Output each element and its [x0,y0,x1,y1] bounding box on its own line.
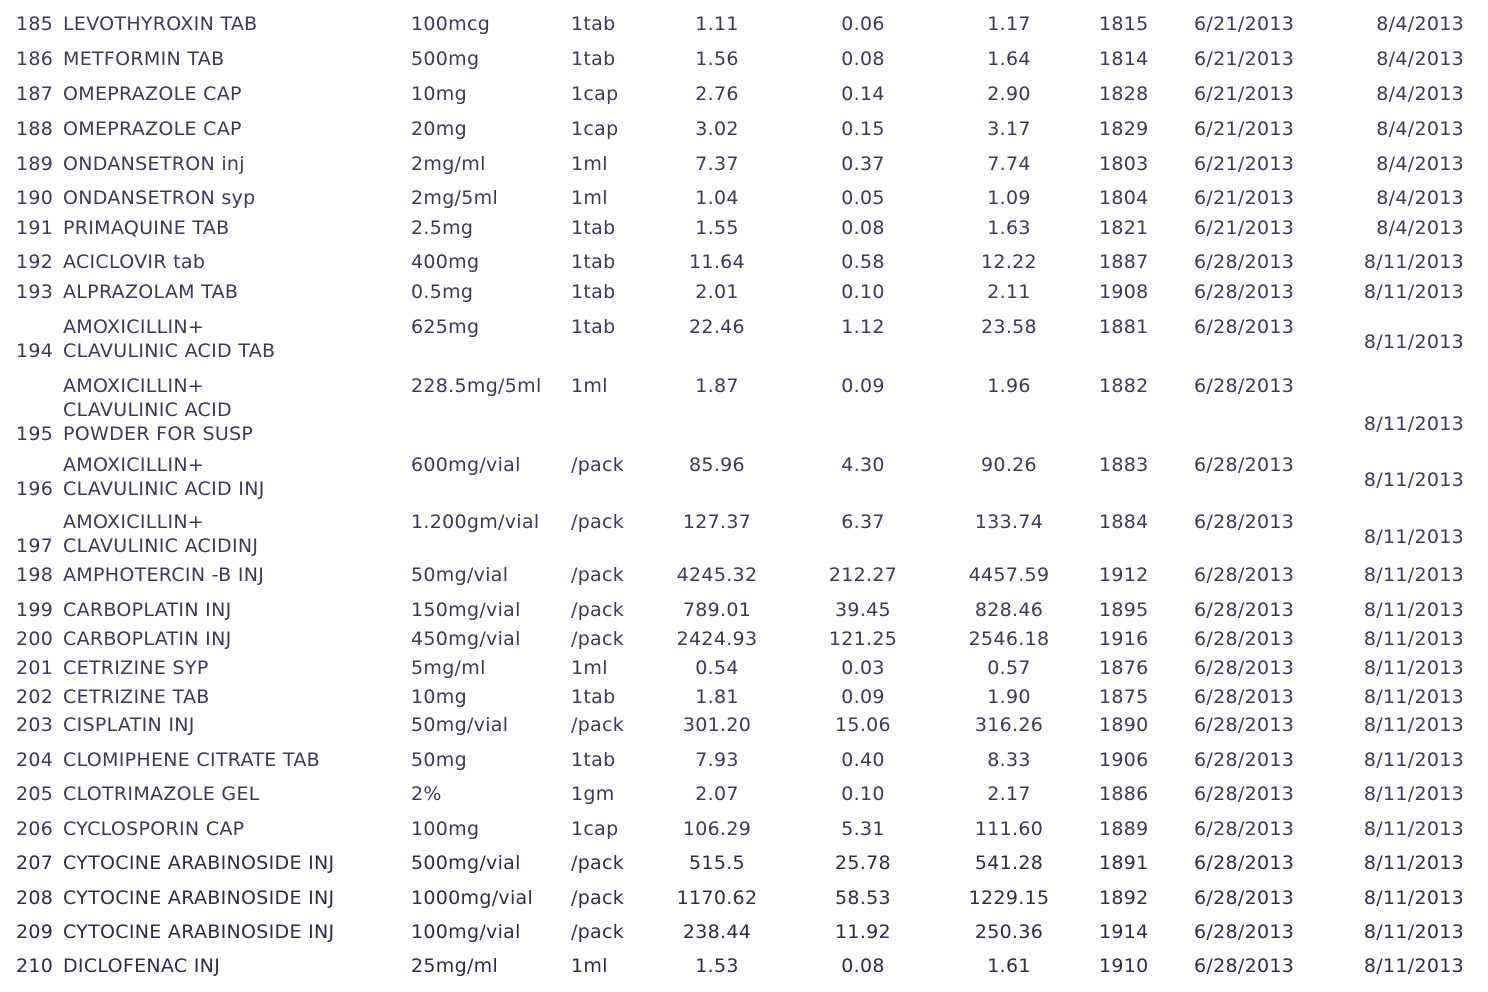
unit: 1tab [571,13,616,35]
strength: 500mg [411,48,480,70]
unit: /pack [571,887,625,909]
drug-name [63,713,195,737]
item-code: 1914 [1099,921,1149,943]
tax-value: 0.08 [841,217,885,239]
price-value: 4245.32 [676,564,758,586]
start-date: 6/28/2013 [1194,657,1295,679]
end-date: 8/11/2013 [1363,818,1464,840]
row-number: 192 [16,251,54,273]
price-value: 1.11 [695,13,739,35]
end-date: 8/4/2013 [1376,187,1464,209]
total-value: 7.74 [987,153,1031,175]
drug-name [63,510,258,558]
price-value: 1.55 [695,217,739,239]
strength: 10mg [411,83,467,105]
start-date: 6/21/2013 [1194,83,1295,105]
unit: 1ml [571,955,608,977]
strength: 50mg/vial [411,564,509,586]
drug-name-line: CARBOPLATIN INJ [63,628,232,650]
item-code: 1883 [1099,454,1149,476]
unit: 1ml [571,153,608,175]
start-date: 6/28/2013 [1194,454,1295,476]
drug-name-line: AMOXICILLIN+ [63,375,205,397]
tax-value: 25.78 [835,852,891,874]
price-value: 3.02 [695,118,739,140]
row-number: 185 [16,13,54,35]
strength: 150mg/vial [411,599,521,621]
drug-name [63,685,210,709]
end-date: 8/11/2013 [1363,331,1464,353]
tax-value: 0.08 [841,955,885,977]
drug-name [63,374,253,446]
strength: 228.5mg/5ml [411,375,542,397]
strength: 100mg/vial [411,921,521,943]
strength: 2.5mg [411,217,474,239]
item-code: 1882 [1099,375,1149,397]
unit: /pack [571,564,625,586]
tax-value: 0.40 [841,749,885,771]
total-value: 2.17 [987,783,1031,805]
item-code: 1876 [1099,657,1149,679]
strength: 625mg [411,316,480,338]
end-date: 8/11/2013 [1363,564,1464,586]
row-number: 188 [16,118,54,140]
end-date: 8/4/2013 [1376,153,1464,175]
row-number: 186 [16,48,54,70]
unit: /pack [571,599,625,621]
start-date: 6/28/2013 [1194,316,1295,338]
item-code: 1895 [1099,599,1149,621]
strength: 500mg/vial [411,852,521,874]
strength: 25mg/ml [411,955,499,977]
end-date: 8/11/2013 [1363,657,1464,679]
end-date: 8/11/2013 [1363,526,1464,548]
tax-value: 0.05 [841,187,885,209]
tax-value: 0.09 [841,686,885,708]
total-value: 1.96 [987,375,1031,397]
row-number: 203 [16,714,54,736]
drug-name-line: METFORMIN TAB [63,48,225,70]
drug-name [63,748,320,772]
end-date: 8/11/2013 [1363,599,1464,621]
start-date: 6/28/2013 [1194,628,1295,650]
drug-name-line: CLAVULINIC ACID TAB [63,340,276,362]
end-date: 8/11/2013 [1363,469,1464,491]
drug-name [63,954,220,978]
item-code: 1916 [1099,628,1149,650]
drug-name [63,280,238,304]
total-value: 0.57 [987,657,1031,679]
total-value: 1229.15 [968,887,1050,909]
total-value: 250.36 [974,921,1044,943]
item-code: 1887 [1099,251,1149,273]
row-number: 206 [16,818,54,840]
drug-name [63,598,232,622]
end-date: 8/11/2013 [1363,921,1464,943]
price-value: 127.37 [682,511,752,533]
start-date: 6/21/2013 [1194,48,1295,70]
total-value: 1.90 [987,686,1031,708]
drug-name-line: CLOMIPHENE CITRATE TAB [63,749,320,771]
price-value: 2424.93 [676,628,758,650]
drug-name [63,886,334,910]
end-date: 8/11/2013 [1363,628,1464,650]
tax-value: 0.06 [841,13,885,35]
row-number: 190 [16,187,54,209]
drug-name [63,186,255,210]
tax-value: 4.30 [841,454,885,476]
tax-value: 0.09 [841,375,885,397]
total-value: 1.17 [987,13,1031,35]
strength: 5mg/ml [411,657,486,679]
row-number: 195 [16,423,54,445]
row-number: 208 [16,887,54,909]
tax-value: 6.37 [841,511,885,533]
unit: /pack [571,628,625,650]
row-number: 205 [16,783,54,805]
item-code: 1891 [1099,852,1149,874]
price-value: 1.53 [695,955,739,977]
total-value: 1.09 [987,187,1031,209]
drug-name [63,817,244,841]
end-date: 8/11/2013 [1363,955,1464,977]
row-number: 189 [16,153,54,175]
price-value: 1.04 [695,187,739,209]
total-value: 1.61 [987,955,1031,977]
price-value: 301.20 [682,714,752,736]
total-value: 8.33 [987,749,1031,771]
price-value: 1170.62 [676,887,758,909]
tax-value: 0.08 [841,48,885,70]
start-date: 6/28/2013 [1194,749,1295,771]
drug-name [63,627,232,651]
row-number: 210 [16,955,54,977]
tax-value: 5.31 [841,818,885,840]
unit: 1ml [571,187,608,209]
drug-name-line: OMEPRAZOLE CAP [63,83,242,105]
drug-name [63,782,260,806]
total-value: 541.28 [974,852,1044,874]
total-value: 828.46 [974,599,1044,621]
strength: 2mg/5ml [411,187,499,209]
strength: 400mg [411,251,480,273]
drug-name-line: AMOXICILLIN+ [63,511,205,533]
item-code: 1803 [1099,153,1149,175]
strength: 10mg [411,686,467,708]
price-value: 789.01 [682,599,752,621]
row-number: 200 [16,628,54,650]
drug-name [63,117,242,141]
drug-name-line: CETRIZINE SYP [63,657,209,679]
row-number: 207 [16,852,54,874]
row-number: 193 [16,281,54,303]
drug-name-line: CYTOCINE ARABINOSIDE INJ [63,887,335,909]
start-date: 6/21/2013 [1194,187,1295,209]
price-value: 1.56 [695,48,739,70]
unit: 1tab [571,316,616,338]
end-date: 8/11/2013 [1363,251,1464,273]
strength: 100mg [411,818,480,840]
tax-value: 1.12 [841,316,885,338]
item-code: 1828 [1099,83,1149,105]
item-code: 1821 [1099,217,1149,239]
item-code: 1829 [1099,118,1149,140]
item-code: 1889 [1099,818,1149,840]
end-date: 8/4/2013 [1376,118,1464,140]
unit: 1tab [571,281,616,303]
tax-value: 121.25 [828,628,898,650]
start-date: 6/21/2013 [1194,217,1295,239]
end-date: 8/11/2013 [1363,714,1464,736]
tax-value: 58.53 [835,887,891,909]
drug-name [63,12,257,36]
strength: 1.200gm/vial [411,511,540,533]
start-date: 6/21/2013 [1194,118,1295,140]
strength: 50mg [411,749,467,771]
drug-name [63,216,229,240]
start-date: 6/28/2013 [1194,599,1295,621]
end-date: 8/11/2013 [1363,749,1464,771]
row-number: 199 [16,599,54,621]
total-value: 2.11 [987,281,1031,303]
total-value: 1.63 [987,217,1031,239]
drug-name-line: CLAVULINIC ACID [63,399,232,421]
drug-name [63,656,209,680]
item-code: 1815 [1099,13,1149,35]
tax-value: 0.10 [841,783,885,805]
end-date: 8/11/2013 [1363,887,1464,909]
strength: 2% [411,783,442,805]
drug-name-line: ONDANSETRON inj [63,153,245,175]
unit: 1tab [571,686,616,708]
drug-name-line: ACICLOVIR tab [63,251,206,273]
tax-value: 0.15 [841,118,885,140]
item-code: 1875 [1099,686,1149,708]
drug-name-line: CISPLATIN INJ [63,714,195,736]
start-date: 6/28/2013 [1194,375,1295,397]
price-value: 85.96 [689,454,745,476]
total-value: 23.58 [981,316,1037,338]
start-date: 6/28/2013 [1194,251,1295,273]
unit: 1ml [571,657,608,679]
row-number: 187 [16,83,54,105]
drug-name-line: LEVOTHYROXIN TAB [63,13,258,35]
drug-name [63,152,245,176]
total-value: 111.60 [974,818,1044,840]
row-number: 202 [16,686,54,708]
end-date: 8/4/2013 [1376,13,1464,35]
item-code: 1908 [1099,281,1149,303]
drug-name-line: AMOXICILLIN+ [63,454,205,476]
row-number: 191 [16,217,54,239]
unit: 1cap [571,83,619,105]
start-date: 6/28/2013 [1194,818,1295,840]
total-value: 2.90 [987,83,1031,105]
drug-name-line: AMPHOTERCIN -B INJ [63,564,265,586]
item-code: 1881 [1099,316,1149,338]
strength: 100mcg [411,13,491,35]
drug-name [63,315,275,363]
tax-value: 212.27 [828,564,898,586]
start-date: 6/21/2013 [1194,153,1295,175]
unit: /pack [571,921,625,943]
start-date: 6/28/2013 [1194,714,1295,736]
item-code: 1814 [1099,48,1149,70]
unit: 1ml [571,375,608,397]
item-code: 1890 [1099,714,1149,736]
drug-name-line: AMOXICILLIN+ [63,316,205,338]
tax-value: 0.14 [841,83,885,105]
price-value: 1.81 [695,686,739,708]
drug-name-line: CARBOPLATIN INJ [63,599,232,621]
strength: 20mg [411,118,467,140]
unit: /pack [571,714,625,736]
start-date: 6/28/2013 [1194,511,1295,533]
drug-name-line: ONDANSETRON syp [63,187,256,209]
total-value: 3.17 [987,118,1031,140]
item-code: 1804 [1099,187,1149,209]
tax-value: 0.58 [841,251,885,273]
end-date: 8/4/2013 [1376,48,1464,70]
strength: 600mg/vial [411,454,521,476]
price-value: 2.01 [695,281,739,303]
drug-name-line: DICLOFENAC INJ [63,955,221,977]
drug-name [63,47,224,71]
drug-name [63,453,265,501]
total-value: 90.26 [981,454,1037,476]
price-value: 0.54 [695,657,739,679]
item-code: 1912 [1099,564,1149,586]
unit: 1cap [571,818,619,840]
drug-name-line: CYCLOSPORIN CAP [63,818,245,840]
end-date: 8/11/2013 [1363,413,1464,435]
price-value: 2.76 [695,83,739,105]
price-value: 1.87 [695,375,739,397]
price-value: 22.46 [689,316,745,338]
drug-name-line: CYTOCINE ARABINOSIDE INJ [63,852,335,874]
unit: 1tab [571,749,616,771]
drug-name-line: CLOTRIMAZOLE GEL [63,783,260,805]
price-value: 515.5 [689,852,745,874]
item-code: 1884 [1099,511,1149,533]
drug-name [63,851,334,875]
end-date: 8/11/2013 [1363,686,1464,708]
tax-value: 0.37 [841,153,885,175]
row-number: 196 [16,478,54,500]
price-value: 238.44 [682,921,752,943]
price-value: 11.64 [689,251,745,273]
drug-name [63,82,242,106]
strength: 0.5mg [411,281,474,303]
row-number: 201 [16,657,54,679]
tax-value: 39.45 [835,599,891,621]
strength: 450mg/vial [411,628,521,650]
drug-name-line: CLAVULINIC ACID INJ [63,478,265,500]
price-value: 106.29 [682,818,752,840]
tax-value: 11.92 [835,921,891,943]
end-date: 8/11/2013 [1363,783,1464,805]
total-value: 12.22 [981,251,1037,273]
unit: 1gm [571,783,615,805]
end-date: 8/11/2013 [1363,852,1464,874]
row-number: 198 [16,564,54,586]
row-number: 204 [16,749,54,771]
unit: /pack [571,852,625,874]
unit: 1cap [571,118,619,140]
unit: 1tab [571,217,616,239]
total-value: 316.26 [974,714,1044,736]
item-code: 1892 [1099,887,1149,909]
drug-name [63,250,205,274]
price-value: 7.93 [695,749,739,771]
total-value: 2546.18 [968,628,1050,650]
strength: 1000mg/vial [411,887,534,909]
start-date: 6/28/2013 [1194,887,1295,909]
start-date: 6/28/2013 [1194,564,1295,586]
start-date: 6/28/2013 [1194,281,1295,303]
unit: 1tab [571,251,616,273]
unit: /pack [571,511,625,533]
drug-name-line: CETRIZINE TAB [63,686,210,708]
drug-name-line: CYTOCINE ARABINOSIDE INJ [63,921,335,943]
total-value: 1.64 [987,48,1031,70]
strength: 50mg/vial [411,714,509,736]
drug-name-line: PRIMAQUINE TAB [63,217,230,239]
strength: 2mg/ml [411,153,486,175]
tax-value: 0.10 [841,281,885,303]
start-date: 6/28/2013 [1194,783,1295,805]
start-date: 6/28/2013 [1194,921,1295,943]
price-value: 7.37 [695,153,739,175]
unit: 1tab [571,48,616,70]
price-value: 2.07 [695,783,739,805]
drug-name-line: ALPRAZOLAM TAB [63,281,239,303]
tax-value: 0.03 [841,657,885,679]
drug-name-line: CLAVULINIC ACIDINJ [63,535,259,557]
start-date: 6/21/2013 [1194,13,1295,35]
end-date: 8/4/2013 [1376,83,1464,105]
start-date: 6/28/2013 [1194,852,1295,874]
unit: /pack [571,454,625,476]
end-date: 8/11/2013 [1363,281,1464,303]
start-date: 6/28/2013 [1194,955,1295,977]
row-number: 197 [16,535,54,557]
drug-name [63,920,334,944]
total-value: 4457.59 [968,564,1050,586]
end-date: 8/4/2013 [1376,217,1464,239]
tax-value: 15.06 [835,714,891,736]
start-date: 6/28/2013 [1194,686,1295,708]
total-value: 133.74 [974,511,1044,533]
row-number: 194 [16,340,54,362]
drug-name-line: OMEPRAZOLE CAP [63,118,242,140]
item-code: 1906 [1099,749,1149,771]
drug-name-line: POWDER FOR SUSP [63,423,254,445]
item-code: 1910 [1099,955,1149,977]
item-code: 1886 [1099,783,1149,805]
drug-name [63,563,264,587]
row-number: 209 [16,921,54,943]
